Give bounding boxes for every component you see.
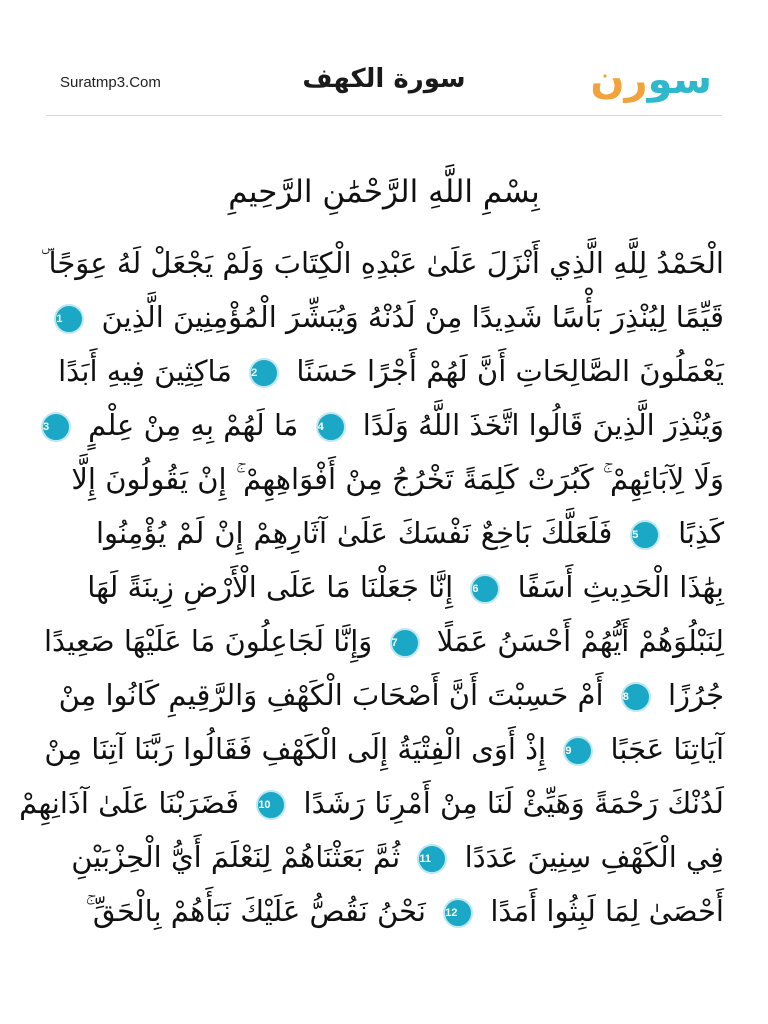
verse-number-marker: 6 [470,574,500,604]
verse-number-marker: 2 [249,358,279,388]
verse-number-marker: 1 [54,304,84,334]
verse-text: لَدُنْكَ رَحْمَةً وَهَيِّئْ لَنَا مِنْ أَمْرِنَا رَشَدًا [303,786,724,820]
verse-text: أَمْ حَسِبْتَ أَنَّ أَصْحَابَ الْكَهْفِ وَالرَّقِيمِ كَانُوا مِنْ [58,678,604,712]
verse-number-marker: 11 [417,844,447,874]
verse-text: وَيُنْذِرَ الَّذِينَ قَالُوا اتَّخَذَ اللَّهُ وَلَدًا [362,408,724,442]
brand-logo[interactable] [590,58,712,102]
text-line [58,668,724,722]
text-line [43,614,724,668]
verse-text: الْحَمْدُ لِلَّهِ الَّذِي أَنْزَلَ عَلَىٰ عَبْدِهِ الْكِتَابَ وَلَمْ يَجْعَلْ لَهُ عِوَجًا ۜ [41,246,724,280]
verse-text: إِنَّا جَعَلْنَا مَا عَلَى الْأَرْضِ زِينَةً لَهَا [87,570,454,604]
basmala: بِسْمِ اللَّهِ الرَّحْمَٰنِ الرَّحِيمِ [228,174,540,210]
verse-text: وَإِنَّا لَجَاعِلُونَ مَا عَلَيْهَا صَعِيدًا [43,624,373,658]
header-divider [46,115,722,116]
text-line [96,506,724,560]
text-line [71,452,724,506]
text-line [58,344,724,398]
text-line [56,290,724,344]
verse-number-marker: 12 [443,898,473,928]
verse-text: فَضَرَبْنَا عَلَىٰ آذَانِهِمْ [19,786,240,820]
verse-text: آيَاتِنَا عَجَبًا [610,732,724,766]
verse-number-marker: 9 [563,736,593,766]
text-line [87,560,724,614]
text-line [19,776,724,830]
site-url[interactable]: Suratmp3.Com [60,74,161,91]
verse-number-marker: 8 [621,682,651,712]
verse-text: جُرُزًا [668,678,724,712]
verse-text: نَحْنُ نَقُصُّ عَلَيْكَ نَبَأَهُمْ بِالْحَقِّ ۚ [85,894,426,928]
text-line [44,722,724,776]
surah-text [19,236,724,938]
text-line [42,398,724,452]
verse-number-marker: 4 [316,412,346,442]
verse-number-marker: 3 [41,412,71,442]
verse-text: أَحْصَىٰ لِمَا لَبِثُوا أَمَدًا [490,894,724,928]
verse-text: كَذِبًا [678,516,724,550]
verse-text: فِي الْكَهْفِ سِنِينَ عَدَدًا [464,840,724,874]
verse-number-marker: 5 [630,520,660,550]
page-header [0,0,768,116]
logo-text-teal: سو [647,57,712,103]
verse-text: إِذْ أَوَى الْفِتْيَةُ إِلَى الْكَهْفِ فَقَالُوا رَبَّنَا آتِنَا مِنْ [44,732,547,766]
verse-number-marker: 7 [390,628,420,658]
text-line [71,830,724,884]
verse-text: مَا لَهُمْ بِهِ مِنْ عِلْمٍ [88,408,299,442]
verse-number-marker: 10 [256,790,286,820]
verse-text: مَاكِثِينَ فِيهِ أَبَدًا [58,354,232,388]
page-title: سورة الكهف [302,64,466,94]
verse-text: بِهَٰذَا الْحَدِيثِ أَسَفًا [517,570,724,604]
verse-text: ثُمَّ بَعَثْنَاهُمْ لِنَعْلَمَ أَيُّ الْحِزْبَيْنِ [71,840,401,874]
text-line [41,236,724,290]
verse-text: فَلَعَلَّكَ بَاخِعٌ نَفْسَكَ عَلَىٰ آثَارِهِمْ إِنْ لَمْ يُؤْمِنُوا [96,516,613,550]
verse-text: لِنَبْلُوَهُمْ أَيُّهُمْ أَحْسَنُ عَمَلًا [436,624,724,658]
verse-text: قَيِّمًا لِيُنْذِرَ بَأْسًا شَدِيدًا مِنْ لَدُنْهُ وَيُبَشِّرَ الْمُؤْمِنِينَ الَّذِينَ [101,300,724,334]
text-line [85,884,724,938]
verse-text: يَعْمَلُونَ الصَّالِحَاتِ أَنَّ لَهُمْ أَجْرًا حَسَنًا [296,354,724,388]
verse-text: وَلَا لِآبَائِهِمْ ۚ كَبُرَتْ كَلِمَةً تَخْرُجُ مِنْ أَفْوَاهِهِمْ ۚ إِنْ يَقُولُونَ إِلَّا [71,462,724,496]
logo-text-orange: رن [590,57,648,103]
